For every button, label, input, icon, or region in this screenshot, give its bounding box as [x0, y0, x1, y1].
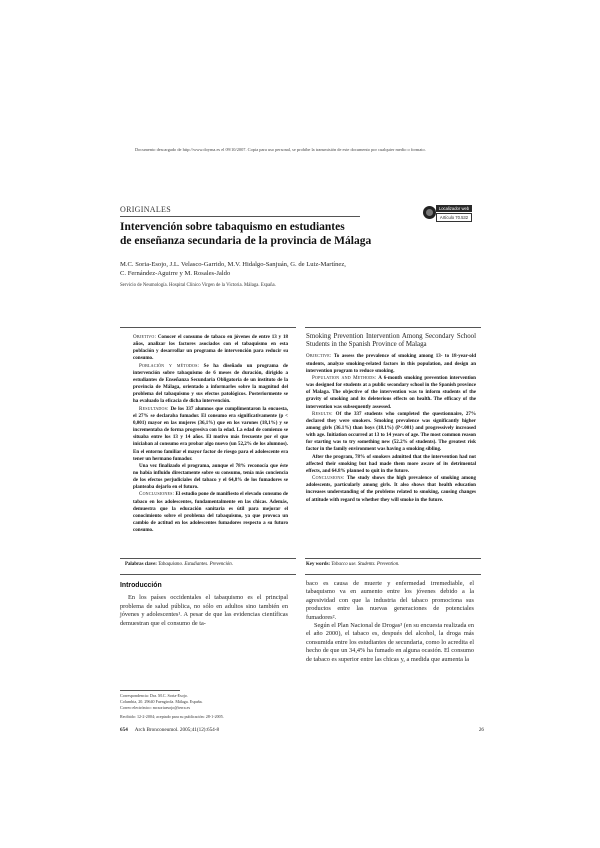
body-column-right — [306, 580, 474, 664]
abstract-en-methods — [306, 375, 476, 411]
footnote-line-1: Correspondencia: Dra. M.C. Soria-Esojo. — [120, 693, 188, 698]
section-label: ORIGINALES — [120, 205, 171, 214]
abstract-en-results — [306, 411, 476, 454]
keywords-rule-right — [305, 558, 481, 559]
keywords-en-value: Tobacco use. Students. Prevention. — [331, 562, 400, 567]
body-paragraph-1: En los países occidentales el tabaquismo es el principal problema de salud pública, no sólo en adultos sino también en jóvenes y adolescentes¹. A pesar de que las evidencias científicas demuestran que el consumo de ta- — [120, 594, 288, 627]
abstract-es-results-label: Resultados: — [139, 405, 169, 412]
correspondence-footnote — [120, 693, 288, 720]
locator-label: Localizador web — [436, 205, 472, 212]
abstract-es-conclusions-label: Conclusiones: — [139, 491, 175, 498]
abstract-bottom-rule-left — [120, 574, 296, 575]
title-line-1: Intervención sobre tabaquismo en estudiantes — [120, 221, 345, 233]
title-line-2: de enseñanza secundaria de la provincia de Málaga — [120, 234, 372, 247]
download-note: Documento descargado de http://www.doyma.es el 09/10/2007. Copia para uso personal, se prohíbe la transmisión de este documento por cualquier medio o formato. — [135, 147, 426, 152]
abstract-english — [306, 333, 476, 504]
web-locator-badge[interactable] — [423, 204, 473, 222]
abstract-en-objective-label: Objective: — [306, 353, 332, 360]
abstract-top-rule-right — [305, 327, 481, 328]
footnote-line-4: Recibido: 12-2-2004; aceptado para su publicación: 28-1-2005. — [120, 714, 224, 719]
abstract-top-rule-left — [120, 327, 296, 328]
abstract-es-objective — [133, 334, 288, 363]
body-paragraph-3: Según el Plan Nacional de Drogas³ (en su encuesta realizada en el año 2000), el tabaco es, después del alcohol, la droga más consumida entre los estudiantes de secundaria, como lo acredita el hecho de que un 34,4% ha fumado en alguna ocasión. El consumo de tabaco es superior entre las chicas y, a medida que aumenta la — [306, 622, 474, 663]
keywords-spanish — [125, 562, 290, 567]
abstract-es-objective-text: Conocer el consumo de tabaco en jóvenes de entre 13 y 18 años, analizar los factores asociados con el tabaquismo en esta población y desarrollar un programa de intervención para reducir su consumo. — [133, 334, 288, 362]
abstract-en-results-2: After the program, 78% of smokers admitted that the intervention had not affected their smoking but had made them more aware of its detrimental effects, and 64.8% planned to quit in the future. — [306, 453, 476, 474]
abstract-es-methods-text: Se ha diseñado un programa de intervención sobre tabaquismo de 6 meses de duración, dirigido a estudiantes de Enseñanza Secundaria Obligatoria de un instituto de la provincia de Málaga, orientado a informarles sobre la magnitud del problema del tabaquismo y sus efectos patológicos. Posteriormente se ha evaluado la eficacia de dicha intervención. — [133, 362, 288, 405]
footer-right-number: 26 — [478, 727, 484, 733]
abstract-es-results — [133, 406, 288, 463]
abstract-spanish — [133, 334, 288, 534]
abstract-es-conclusions — [133, 491, 288, 534]
footnote-line-3: Correo electrónico: mcsoriaesojo@terra.es — [120, 705, 191, 710]
affiliation: Servicio de Neumología. Hospital Clínico Virgen de la Victoria. Málaga. España. — [120, 283, 276, 288]
authors-line-2: C. Fernández-Aguirre y M. Rosales-Jaldo — [120, 270, 231, 277]
authors-line-1: M.C. Soria-Esojo, J.L. Velasco-Garrido, M.V. Hidalgo-Sanjuán, G. de Luiz-Martínez, — [120, 261, 346, 268]
abstract-es-objective-label: Objetivo: — [133, 334, 157, 340]
keywords-es-label: Palabras clave: — [125, 562, 157, 567]
abstract-es-methods — [133, 363, 288, 406]
abstract-en-objective-text: To assess the prevalence of smoking among 13- to 18-year-old students, analyze smoking-related factors in this population, and design an intervention program to reduce smoking. — [306, 353, 477, 374]
intro-heading: Introducción — [120, 582, 162, 589]
abstract-en-conclusions-label: Conclusions: — [312, 475, 345, 482]
footnote-line-2: Columbia, 20. 29640 Fuengirola. Málaga. España. — [120, 699, 203, 704]
article-title — [120, 221, 420, 248]
abstract-es-methods-label: Población y métodos: — [139, 362, 200, 369]
page-footer — [120, 727, 219, 733]
page-number: 654 — [120, 727, 128, 733]
header-rule — [120, 216, 360, 217]
keywords-english — [306, 562, 476, 567]
footnote-rule — [120, 690, 180, 691]
locator-code: Artículo 70.532 — [436, 213, 472, 222]
abstract-es-results-2: Una vez finalizado el programa, aunque el 78% reconocía que éste no había influido directamente sobre su consumo, tenía más conciencia de los efectos perjudiciales del tabaco y el 64,8% de los fumadores se planteaba dejarlo en el futuro. — [133, 462, 288, 491]
abstract-en-results-text: Of the 337 students who completed the questionnaire, 27% declared they were smokers. Smoking prevalence was significantly higher among girls (36.1%) than boys (18.1%) (P<.001) and progressively increased with age. Initiation occurred at 13 to 14 years of age. The most common reason for starting was to try something new (52.2% of students). The greatest risk factor in the family environment was having a smoking sibling. — [306, 410, 476, 453]
body-paragraph-2: baco es causa de muerte y enfermedad irremediable, el tabaquismo va en aumento entre los jóvenes debido a la agresividad con que la industria del tabaco promociona sus productos entre las nuevas generaciones de potenciales fumadores². — [306, 580, 474, 621]
journal-citation: Arch Bronconeumol. 2005;41(12):654-8 — [134, 727, 220, 733]
keywords-rule-left — [120, 558, 296, 559]
abstract-bottom-rule-right — [305, 574, 481, 575]
abstract-en-objective — [306, 353, 476, 374]
abstract-en-methods-label: Population and Methods: — [312, 374, 377, 381]
abstract-es-results-text: De los 337 alumnos que cumplimentaron la encuesta, el 27% se declaraba fumador. El consumo era significativamente (p < 0,001) mayor en las mujeres (36,1%) que en los varones (18,1%) y se incrementaba de forma progresiva con la edad. La edad de comienzo se situaba entre los 13 y 14 años. El motivo más frecuente por el que iniciaban al consumo era probar algo nuevo (un 52,2% de los alumnos). En el entorno familiar el mayor factor de riesgo para el adolescente era tener un hermano fumador. — [133, 405, 288, 462]
english-title: Smoking Prevention Intervention Among Secondary School Students in the Spanish Province of Malaga — [306, 333, 476, 349]
keywords-en-label: Key words: — [306, 562, 331, 567]
keywords-es-value: Tabaquismo. Estudiantes. Prevención. — [158, 562, 233, 567]
abstract-en-conclusions-text: The study shows the high prevalence of smoking among adolescents, particularly among girls. It also shows that health education increases understanding of the problems related to smoking, causing changes of attitude with regard to whether they will smoke in the future. — [306, 475, 476, 503]
abstract-es-conclusions-text: El estudio pone de manifiesto el elevado consumo de tabaco en los adolescentes, fundamentalmente en las chicas. Además, demuestra que la educación sanitaria es útil para mejorar el conocimiento sobre el problema del tabaquismo, ya que provoca un cambio de actitud en los adolescentes fumadores respecto a su futuro consumo. — [133, 491, 288, 534]
authors — [120, 260, 410, 278]
abstract-en-conclusions — [306, 475, 476, 504]
abstract-en-methods-text: A 6-month smoking prevention intervention was designed for students at a public secondary school in the Spanish province of Malaga. The objective of the intervention was to inform students of the gravity of smoking and its deleterious effects on health. The efficacy of the intervention was subsequently assessed. — [306, 374, 476, 410]
abstract-en-results-label: Results: — [312, 410, 333, 417]
locator-icon — [423, 206, 436, 219]
body-column-left — [120, 582, 288, 628]
